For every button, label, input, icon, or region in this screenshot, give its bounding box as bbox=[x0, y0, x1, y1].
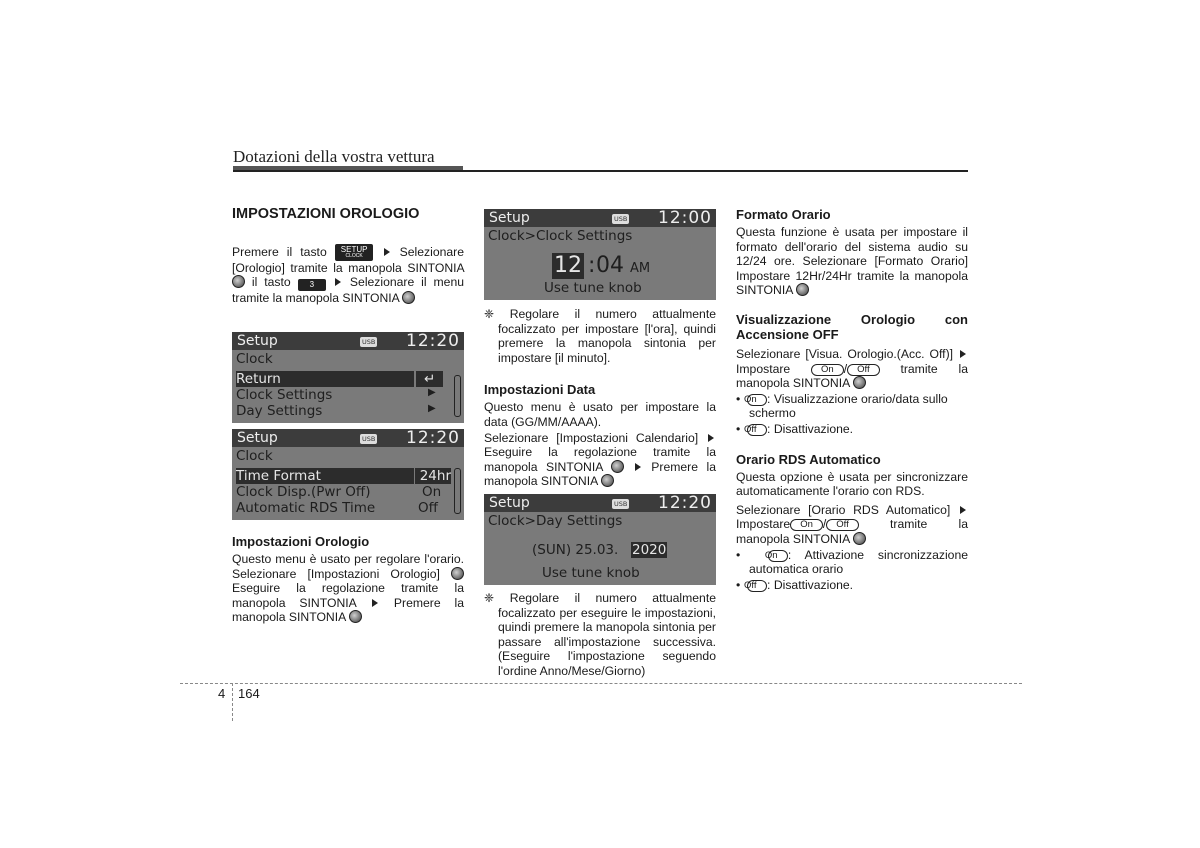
menu-item-clock-display[interactable]: Clock Disp.(Pwr Off) bbox=[236, 484, 371, 500]
body-text: Eseguire la regolazione tramite la manopola SINTONIA bbox=[232, 581, 464, 610]
tune-knob-icon bbox=[402, 291, 415, 304]
screen-clock: 12:00 bbox=[658, 209, 712, 228]
scrollbar bbox=[454, 468, 461, 514]
intro-text: Selezionare [Orologio] tramite la manopola SINTONIA bbox=[232, 244, 464, 275]
screen-topbar bbox=[232, 429, 464, 447]
slash: / bbox=[843, 361, 848, 376]
note-paragraph bbox=[484, 591, 716, 679]
bullet-text: : Disattivazione. bbox=[767, 577, 854, 592]
subsection-heading: Orario RDS Automatico bbox=[736, 451, 881, 467]
body-text: Selezionare [Orario RDS Automatico] bbox=[736, 502, 951, 517]
section-heading: IMPOSTAZIONI OROLOGIO bbox=[232, 206, 420, 222]
body-text: Selezionare [Visua. Orologio.(Acc. Off)] bbox=[736, 346, 954, 361]
column-1-lower bbox=[232, 534, 464, 625]
body-text: Premere la manopola SINTONIA bbox=[232, 595, 464, 625]
screen-topbar bbox=[484, 494, 716, 512]
column-3 bbox=[736, 207, 968, 592]
bullet-item: • Off : Disattivazione. bbox=[736, 421, 854, 436]
body-text: Questo menu è usato per regolare l'orario. Selezionare [Impostazioni Orologio] bbox=[232, 552, 464, 581]
usb-icon: USB bbox=[614, 500, 628, 508]
screen-header: Clock>Day Settings bbox=[488, 513, 623, 529]
screen-title: Setup bbox=[237, 333, 278, 349]
chapter-number: 4 bbox=[218, 686, 226, 701]
note-paragraph bbox=[484, 307, 716, 365]
screen-title: Setup bbox=[489, 210, 530, 226]
arrow-icon bbox=[635, 463, 641, 471]
tune-knob-icon bbox=[796, 283, 809, 296]
tune-knob-icon bbox=[611, 460, 624, 473]
body-paragraph: Questa opzione è usata per sincronizzare automaticamente l'orario con RDS. bbox=[736, 469, 968, 499]
subsection-heading: Visualizzazione Orologio con Accensione OFF bbox=[736, 311, 968, 342]
off-button-icon: Off bbox=[826, 519, 859, 531]
screen-clock: 12:20 bbox=[406, 429, 460, 448]
body-text: Impostare bbox=[736, 361, 791, 376]
bullet-item: • On : Attivazione sincronizzazione automatica orario bbox=[736, 547, 968, 577]
body-paragraph bbox=[484, 431, 716, 489]
column-2-lower bbox=[484, 591, 716, 679]
screen-topbar bbox=[484, 209, 716, 227]
on-button-icon: On bbox=[768, 550, 788, 562]
tune-knob-icon bbox=[853, 376, 866, 389]
tune-knob-icon bbox=[232, 275, 245, 288]
header-rule bbox=[233, 170, 968, 172]
date-value[interactable]: (SUN) 25.03. bbox=[532, 542, 619, 558]
subsection-heading: Impostazioni Orologio bbox=[232, 534, 370, 549]
body-paragraph: Questo menu è usato per impostare la data (GG/MM/AAAA). bbox=[484, 400, 716, 429]
running-header: Dotazioni della vostra vettura bbox=[233, 147, 435, 166]
menu-item-clock-settings[interactable]: Clock Settings bbox=[236, 387, 333, 403]
menu-item-return[interactable]: Return bbox=[236, 371, 414, 387]
intro-text: Premere il tasto bbox=[232, 244, 327, 259]
screen-title: Setup bbox=[237, 430, 278, 446]
body-text: Premere la manopola SINTONIA bbox=[484, 459, 716, 489]
bullet-item: • On : Visualizzazione orario/data sullo schermo bbox=[736, 391, 948, 421]
on-button-icon: On bbox=[747, 394, 767, 406]
body-text: tramite la manopola SINTONIA bbox=[736, 361, 968, 391]
off-button-icon: Off bbox=[747, 424, 767, 436]
bullet-text: : Visualizzazione orario/data sullo schermo bbox=[749, 391, 948, 421]
setup-key-label: SETUP bbox=[340, 244, 368, 254]
year-value[interactable]: 2020 bbox=[632, 542, 667, 558]
intro-paragraph bbox=[232, 244, 464, 306]
arrow-icon bbox=[960, 506, 966, 514]
day-settings-screen bbox=[484, 494, 716, 585]
tune-knob-icon bbox=[601, 474, 614, 487]
clock-display-value: On bbox=[422, 484, 442, 500]
on-button-icon: On bbox=[811, 364, 844, 376]
column-1 bbox=[232, 207, 464, 306]
tune-knob-icon bbox=[853, 532, 866, 545]
body-text: Eseguire la regolazione tramite la manopola SINTONIA bbox=[484, 445, 716, 474]
arrow-icon bbox=[384, 248, 390, 256]
screen-header: Clock bbox=[236, 351, 273, 367]
tune-knob-icon bbox=[451, 567, 464, 580]
usb-icon: USB bbox=[362, 435, 376, 443]
menu-item-rds-time[interactable]: Automatic RDS Time bbox=[236, 500, 376, 516]
return-icon: ↵ bbox=[416, 371, 443, 387]
off-button-icon: Off bbox=[847, 364, 880, 376]
tune-knob-icon bbox=[349, 610, 362, 623]
intro-text: il tasto bbox=[251, 275, 291, 290]
body-text: Impostare bbox=[736, 517, 791, 532]
arrow-icon bbox=[372, 599, 378, 607]
intro-text: Selezionare il menu tramite la manopola SINTONIA bbox=[232, 275, 465, 306]
body-text: Questa funzione è usata per impostare il formato dell'orario del sistema audio su 12/24 ore. Selezionare [Formato Orario] Impostare 12Hr/24Hr tramite la manopola SINTONIA bbox=[736, 225, 968, 298]
page-number: 164 bbox=[238, 686, 260, 701]
body-paragraph bbox=[736, 347, 968, 391]
chevron-right-icon: ▶ bbox=[428, 403, 436, 414]
body-text: Selezionare [Impostazioni Calendario] bbox=[484, 430, 699, 445]
clock-options-screen bbox=[232, 429, 464, 520]
bullet-item: • Off : Disattivazione. bbox=[736, 577, 854, 592]
time-format-value: 24hr bbox=[415, 468, 451, 484]
screen-hint: Use tune knob bbox=[542, 565, 640, 581]
ampm-value: AM bbox=[630, 261, 651, 276]
clock-settings-screen bbox=[484, 209, 716, 300]
body-paragraph bbox=[736, 503, 968, 547]
footer-divider bbox=[232, 683, 233, 721]
time-separator: : bbox=[588, 253, 596, 278]
minute-value[interactable]: 04 bbox=[596, 253, 624, 278]
on-button-icon: On bbox=[790, 519, 823, 531]
clock-menu-screen bbox=[232, 332, 464, 423]
subsection-heading: Formato Orario bbox=[736, 207, 831, 222]
scrollbar bbox=[454, 375, 461, 417]
screen-topbar bbox=[232, 332, 464, 350]
off-button-icon: Off bbox=[747, 580, 767, 592]
chevron-right-icon: ▶ bbox=[428, 387, 436, 398]
body-text: tramite la manopola SINTONIA bbox=[736, 517, 969, 546]
screen-header: Clock>Clock Settings bbox=[488, 228, 633, 244]
key-3-icon: 3 bbox=[298, 279, 326, 291]
note-symbol: ❈ bbox=[484, 307, 510, 321]
screen-clock: 12:20 bbox=[658, 494, 712, 513]
subsection-paragraph bbox=[232, 552, 464, 625]
screen-clock: 12:20 bbox=[406, 332, 460, 351]
footer-rule bbox=[180, 683, 1022, 684]
rds-time-value: Off bbox=[418, 500, 438, 516]
usb-icon: USB bbox=[362, 338, 376, 346]
menu-item-day-settings[interactable]: Day Settings bbox=[236, 403, 323, 419]
bullet-text: : Disattivazione. bbox=[767, 421, 854, 436]
column-2 bbox=[484, 307, 716, 489]
menu-item-time-format[interactable]: Time Format bbox=[236, 468, 414, 484]
note-symbol: ❈ bbox=[484, 591, 510, 605]
arrow-icon bbox=[708, 434, 714, 442]
note-text: Regolare il numero attualmente focalizzato per eseguire le impostazioni, quindi premere la manopola sintonia per passare all'impostazione successiva. (Eseguire l'impostazione seguendo l'ordine Anno/Mese/Giorno) bbox=[498, 591, 716, 678]
usb-icon: USB bbox=[614, 215, 628, 223]
arrow-icon bbox=[335, 278, 341, 286]
subsection-heading: Impostazioni Data bbox=[484, 382, 596, 398]
hour-value[interactable]: 12 bbox=[554, 253, 582, 278]
screen-hint: Use tune knob bbox=[544, 280, 642, 296]
note-text: Regolare il numero attualmente focalizzato per impostare [l'ora], quindi premere la manopola sintonia per impostare [il minuto]. bbox=[498, 307, 716, 365]
bullet-text: : Attivazione sincronizzazione automatica orario bbox=[749, 547, 968, 577]
screen-title: Setup bbox=[489, 495, 530, 511]
setup-key-icon bbox=[335, 244, 374, 261]
screen-header: Clock bbox=[236, 448, 273, 464]
body-paragraph bbox=[736, 225, 968, 298]
arrow-icon bbox=[960, 350, 966, 358]
slash: / bbox=[822, 517, 827, 532]
setup-key-sublabel: CLOCK bbox=[345, 252, 363, 259]
